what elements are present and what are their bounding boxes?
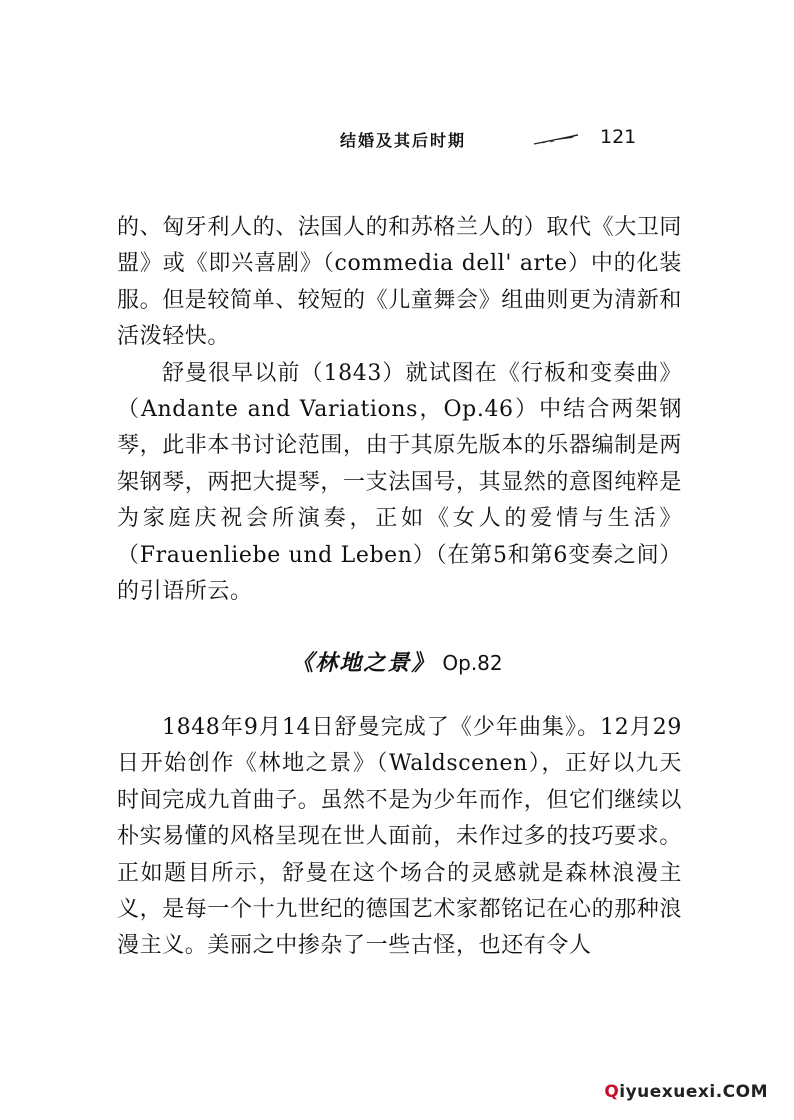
site-watermark xyxy=(604,1082,768,1102)
section-title: 《林地之景》 xyxy=(291,650,436,676)
section-opus: Op.82 xyxy=(442,651,503,675)
running-title: 结婚及其后时期 xyxy=(340,131,467,150)
paragraph: 1848年9月14日舒曼完成了《少年曲集》。12月29日开始创作《林地之景》（Waldscenen），正好以九天时间完成九首曲子。虽然不是为少年而作，但它们继续以朴实易懂的风格呈现在世人面前，未作过多的技巧要求。正如题目所示，舒曼在这个场合的灵感就是森林浪漫主义，是每一个十九世纪的德国艺术家都铭记在心的那种浪漫主义。美丽之中掺杂了一些古怪，也还有令人 xyxy=(117,715,683,959)
body-text-block-2 xyxy=(117,710,682,965)
page-header xyxy=(0,128,794,158)
watermark-text: iyuexuexi.COM xyxy=(619,1082,768,1102)
paragraph: 舒曼很早以前（1843）就试图在《行板和变奏曲》（Andante and Variations，Op.46）中结合两架钢琴，此非本书讨论范围，由于其原先版本的乐器编制是两架钢琴，两把大提琴，一支法国号，其显然的意图纯粹是为家庭庆祝会所演奏，正如《女人的爱情与生活》（Frauenliebe und Leben）（在第5和第6变奏之间）的引语所云。 xyxy=(117,360,683,605)
quill-ornament-icon xyxy=(532,132,582,146)
section-heading xyxy=(0,646,794,677)
body-text-block-1 xyxy=(117,210,682,610)
watermark-initial: Q xyxy=(604,1082,620,1102)
paragraph: 的、匈牙利人的、法国人的和苏格兰人的）取代《大卫同盟》或《即兴喜剧》（commedia dell' arte）中的化装服。但是较简单、较短的《儿童舞会》组曲则更为清新和活泼轻快。 xyxy=(117,215,683,350)
page-number: 121 xyxy=(600,126,637,148)
